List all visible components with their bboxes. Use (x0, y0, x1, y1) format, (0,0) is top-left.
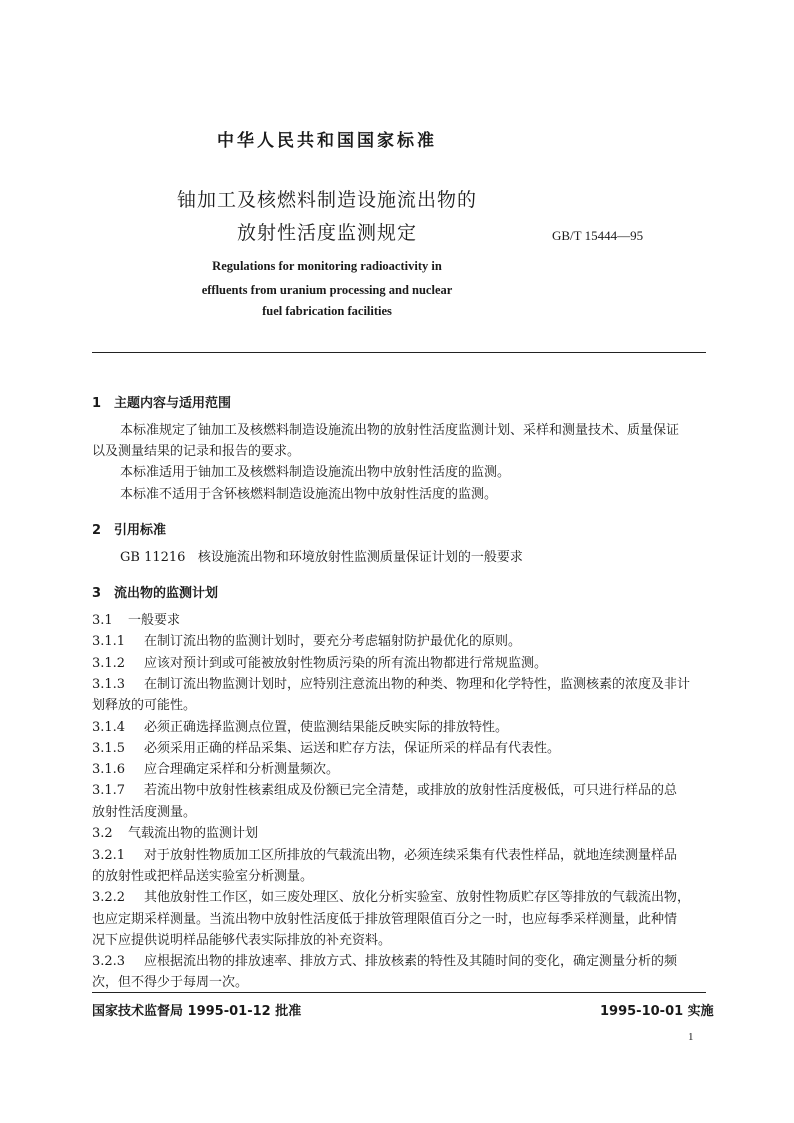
clause-3-1 (92, 610, 180, 631)
clause-text: 必须采用正确的样品采集、运送和贮存方法，保证所采的样品有代表性。 (144, 741, 561, 756)
s1-paragraph-2: 本标准适用于铀加工及核燃料制造设施流出物中放射性活度的监测。 (120, 465, 511, 480)
clause-3-1-7 (92, 780, 677, 801)
clause-3-2-3 (92, 951, 677, 972)
clause-3-2-3-cont: 次，但不得少于每周一次。 (92, 975, 249, 990)
clause-3-1-3-cont: 划释放的可能性。 (92, 698, 197, 713)
section-number: 1 (92, 396, 102, 411)
clause-number: 3.1.7 (92, 783, 126, 798)
s1-paragraph-1-line2: 以及测量结果的记录和报告的要求。 (92, 444, 301, 459)
clause-3-2-1 (92, 845, 677, 866)
standard-number: GB/T 15444—95 (552, 228, 644, 243)
clause-text: 应合理确定采样和分析测量频次。 (144, 762, 340, 777)
english-title-line3: fuel fabrication facilities (262, 304, 392, 318)
section-2-heading (92, 519, 166, 538)
clause-3-1-1 (92, 631, 521, 652)
clause-number: 3.1.2 (92, 656, 126, 671)
clause-number: 3.1.4 (92, 720, 126, 735)
clause-text: 在制订流出物监测计划时，应特别注意流出物的种类、物理和化学特性，监测核素的浓度及非计 (144, 677, 691, 692)
reference-title: 核设施流出物和环境放射性监测质量保证计划的一般要求 (197, 550, 523, 565)
section-number: 3 (92, 586, 102, 601)
s1-paragraph-1-line1: 本标准规定了铀加工及核燃料制造设施流出物的放射性活度监测计划、采样和测量技术、质量保证 (120, 423, 680, 438)
page-number: 1 (688, 1031, 694, 1043)
clause-number: 3.1.3 (92, 677, 126, 692)
clause-number: 3.2.3 (92, 954, 126, 969)
footer-divider (92, 992, 706, 993)
clause-3-1-7-cont: 放射性活度测量。 (92, 805, 197, 820)
s1-paragraph-3: 本标准不适用于含钚核燃料制造设施流出物中放射性活度的监测。 (120, 487, 498, 502)
clause-3-2-2 (92, 887, 690, 908)
section-title: 主题内容与适用范围 (114, 396, 232, 411)
clause-text: 一般要求 (128, 613, 181, 628)
clause-3-2-2-cont-2: 况下应提供说明样品能够代表实际排放的补充资料。 (92, 933, 392, 948)
clause-3-1-2 (92, 653, 547, 674)
document-title-line1: 铀加工及核燃料制造设施流出物的 (176, 189, 477, 211)
header-divider (92, 352, 706, 353)
clause-text: 应根据流出物的排放速率、排放方式、排放核素的特性及其随时间的变化，确定测量分析的频 (144, 954, 678, 969)
clause-3-2-2-cont-1: 也应定期采样测量。当流出物中放射性活度低于排放管理限值百分之一时，也应每季采样测量，此种情 (92, 912, 678, 927)
section-title: 流出物的监测计划 (114, 586, 219, 601)
clause-number: 3.2.1 (92, 848, 126, 863)
approval-note: 国家技术监督局 1995-01-12 批准 (92, 1004, 302, 1019)
clause-3-2-1-cont: 的放射性或把样品送实验室分析测量。 (92, 869, 314, 884)
clause-number: 3.1.1 (92, 634, 126, 649)
clause-number: 3.2 (92, 826, 113, 841)
implementation-date: 1995-10-01 实施 (600, 1004, 714, 1019)
clause-3-1-3 (92, 674, 690, 695)
clause-text: 若流出物中放射性核素组成及份额已完全清楚，或排放的放射性活度极低，可只进行样品的总 (144, 783, 678, 798)
clause-text: 应该对预计到或可能被放射性物质污染的所有流出物都进行常规监测。 (144, 656, 548, 671)
clause-3-1-4 (92, 717, 508, 738)
english-title-line2: effluents from uranium processing and nuclear (201, 283, 453, 297)
national-standard-heading: 中华人民共和国国家标准 (217, 131, 437, 151)
clause-text: 必须正确选择监测点位置，使监测结果能反映实际的排放特性。 (144, 720, 509, 735)
clause-number: 3.1 (92, 613, 113, 628)
document-title-line2: 放射性活度监测规定 (236, 222, 417, 244)
section-title: 引用标准 (114, 523, 167, 538)
clause-text: 对于放射性物质加工区所排放的气载流出物，必须连续采集有代表性样品，就地连续测量样品 (144, 848, 678, 863)
reference-code: GB 11216 (120, 550, 186, 565)
s2-reference (120, 547, 523, 568)
clause-text: 气载流出物的监测计划 (128, 826, 259, 841)
clause-text: 在制订流出物的监测计划时，要充分考虑辐射防护最优化的原则。 (144, 634, 522, 649)
section-number: 2 (92, 523, 102, 538)
section-1-heading (92, 392, 231, 411)
clause-3-2 (92, 823, 258, 844)
clause-3-1-6 (92, 759, 339, 780)
clause-number: 3.1.5 (92, 741, 126, 756)
clause-number: 3.1.6 (92, 762, 126, 777)
clause-3-1-5 (92, 738, 560, 759)
english-title-line1: Regulations for monitoring radioactivity in (212, 259, 442, 273)
clause-number: 3.2.2 (92, 890, 126, 905)
clause-text: 其他放射性工作区，如三废处理区、放化分析实验室、放射性物质贮存区等排放的气载流出物， (144, 890, 691, 905)
section-3-heading (92, 582, 218, 601)
